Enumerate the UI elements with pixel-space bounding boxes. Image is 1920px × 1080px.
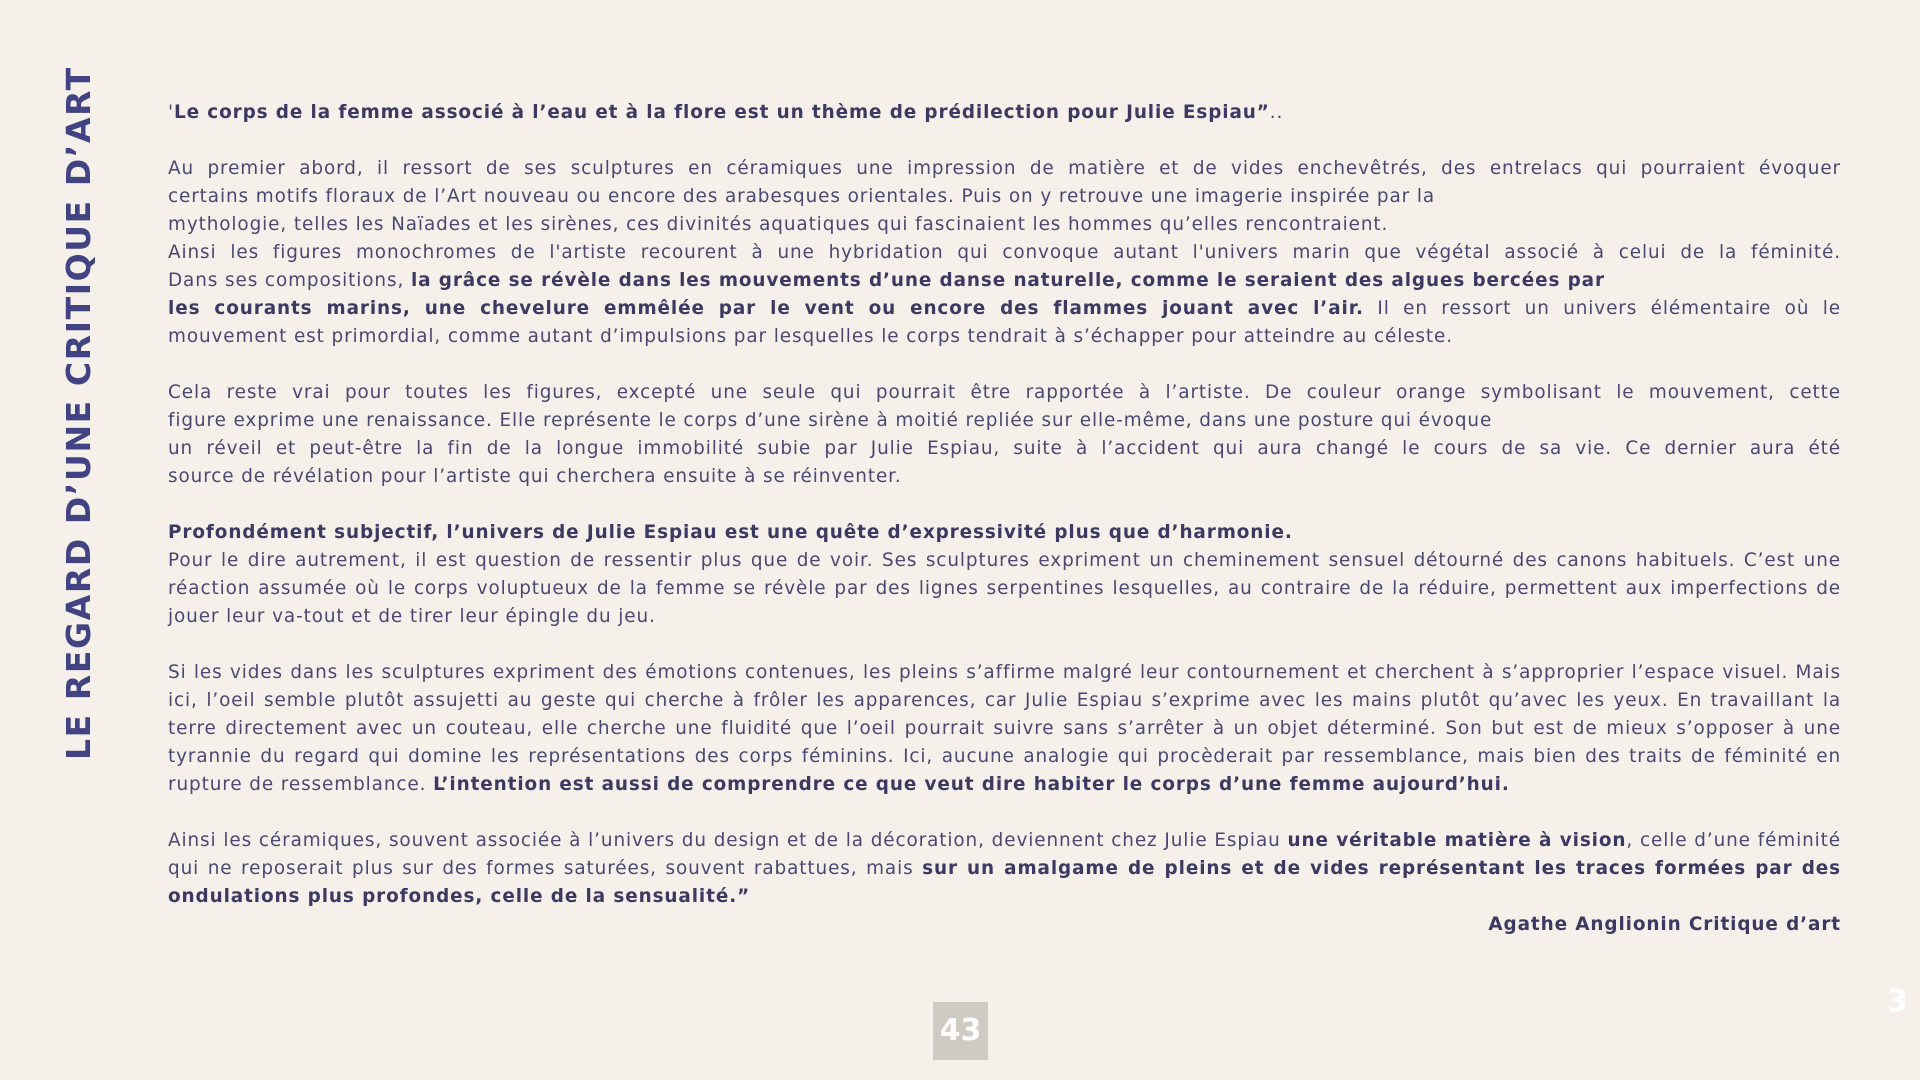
intro-quote (168, 99, 1841, 127)
paragraph-5-text-2: , celle d’une féminité qui ne reposerait plus sur des formes saturées, souvent rabattues, mais (168, 830, 1842, 879)
paragraph-1-line-1: Au premier abord, il ressort de ses sculptures en céramiques une impression de matière et de vides enchevêtrés, des entrelacs qui pourraient évoquer (168, 158, 1841, 179)
paragraph-1-line-2: certains motifs floraux de l’Art nouveau ou encore des arabesques orientales. Puis on y retrouve une imagerie inspirée par la (168, 186, 1436, 207)
paragraph-1 (168, 155, 1841, 351)
page-number-badge: 43 (933, 1002, 988, 1060)
paragraph-3 (168, 519, 1841, 631)
intro-quote-bold: Le corps de la femme associé à l’eau et à la flore est un thème de prédilection pour Julie Espiau” (173, 102, 1270, 123)
paragraph-1-line-6-text: Il en ressort un univers élémentaire où le (1363, 298, 1842, 319)
paragraph-2-line-1: Cela reste vrai pour toutes les figures, excepté une seule qui pourrait être rapportée à l’artiste. De couleur orange symbolisant le mouvement, cette (168, 382, 1841, 403)
paragraph-1-line-7: mouvement est primordial, comme autant d’impulsions par lesquelles le corps tendrait à s’échapper pour atteindre au céleste. (168, 326, 1453, 347)
paragraph-1-line-3: mythologie, telles les Naïades et les sirènes, ces divinités aquatiques qui fascinaient les hommes qu’elles rencontraient. (168, 214, 1389, 235)
paragraph-1-line-4: Ainsi les figures monochromes de l'artiste recourent à une hybridation qui convoque autant l'univers marin que végétal associé à celui de la féminité. (168, 242, 1841, 263)
intro-quote-tail: .. (1269, 102, 1284, 123)
paragraph-3-text: Pour le dire autrement, il est question de ressentir plus que de voir. Ses sculptures expriment un cheminement sensuel détourné des canons habituels. C’est une réaction assumée où le corps voluptueux de la femme se révèle par des lignes serpentines lesquelles, au contraire de la réduire, permettent aux imperfections de jouer leur va-tout et de tirer leur épingle du jeu. (168, 550, 1841, 627)
paragraph-2-line-3: un réveil et peut-être la fin de la longue immobilité subie par Julie Espiau, suite à l’accident qui aura changé le cours de sa vie. Ce dernier aura été (168, 438, 1841, 459)
paragraph-5-bold-1: une véritable matière à vision (1287, 830, 1627, 851)
paragraph-2-line-2: figure exprime une renaissance. Elle représente le corps d’une sirène à moitié repliée sur elle-même, dans une posture qui évoque (168, 410, 1493, 431)
corner-page-number: 3 (1887, 984, 1908, 1019)
paragraph-1-line-5 (168, 267, 1841, 295)
signature: Agathe Anglionin Critique d’art (1488, 914, 1841, 935)
paragraph-4 (168, 659, 1841, 799)
paragraph-1-line-6 (168, 295, 1841, 323)
paragraph-5 (168, 827, 1841, 911)
paragraph-1-line-5-bold: la grâce se révèle dans les mouvements d’une danse naturelle, comme le seraient des algues bercées par (410, 270, 1605, 291)
paragraph-2 (168, 379, 1841, 491)
article-body (168, 99, 1841, 939)
paragraph-4-bold: L’intention est aussi de comprendre ce que veut dire habiter le corps d’une femme aujourd’hui. (433, 774, 1510, 795)
side-title: LE REGARD D’UNE CRITIQUE D’ART (59, 66, 98, 760)
paragraph-1-line-5-text: Dans ses compositions, (168, 270, 411, 291)
paragraph-2-line-4: source de révélation pour l’artiste qui cherchera ensuite à se réinventer. (168, 466, 902, 487)
paragraph-3-heading: Profondément subjectif, l’univers de Julie Espiau est une quête d’expressivité plus que d’harmonie. (168, 522, 1293, 543)
intro-open-quote: ' (168, 102, 174, 123)
paragraph-4-text: Si les vides dans les sculptures expriment des émotions contenues, les pleins s’affirme malgré leur contournement et cherchent à s’approprier l’espace visuel. Mais ici, l’oeil semble plutôt assujetti au geste qui cherche à frôler les apparences, car Julie Espiau s’exprime avec les mains plutôt qu’avec les yeux. En travaillant la terre directement avec un couteau, elle cherche une fluidité que l’oeil pourrait suivre sans s’arrêter à un objet déterminé. Son but est de mieux s’opposer à une tyrannie du regard qui domine les représentations des corps féminins. Ici, aucune analogie qui procèderait par ressemblance, mais bien des traits de féminité en rupture de ressemblance. (168, 662, 1841, 795)
paragraph-5-text-1: Ainsi les céramiques, souvent associée à l’univers du design et de la décoration, deviennent chez Julie Espiau (168, 830, 1288, 851)
paragraph-5-bold-2: sur un amalgame de pleins et de vides représentant les traces formées par des ondulations plus profondes, celle de la sensualité.” (168, 858, 1841, 907)
paragraph-1-line-6-bold: les courants marins, une chevelure emmêlée par le vent ou encore des flammes jouant avec l’air. (168, 298, 1364, 319)
